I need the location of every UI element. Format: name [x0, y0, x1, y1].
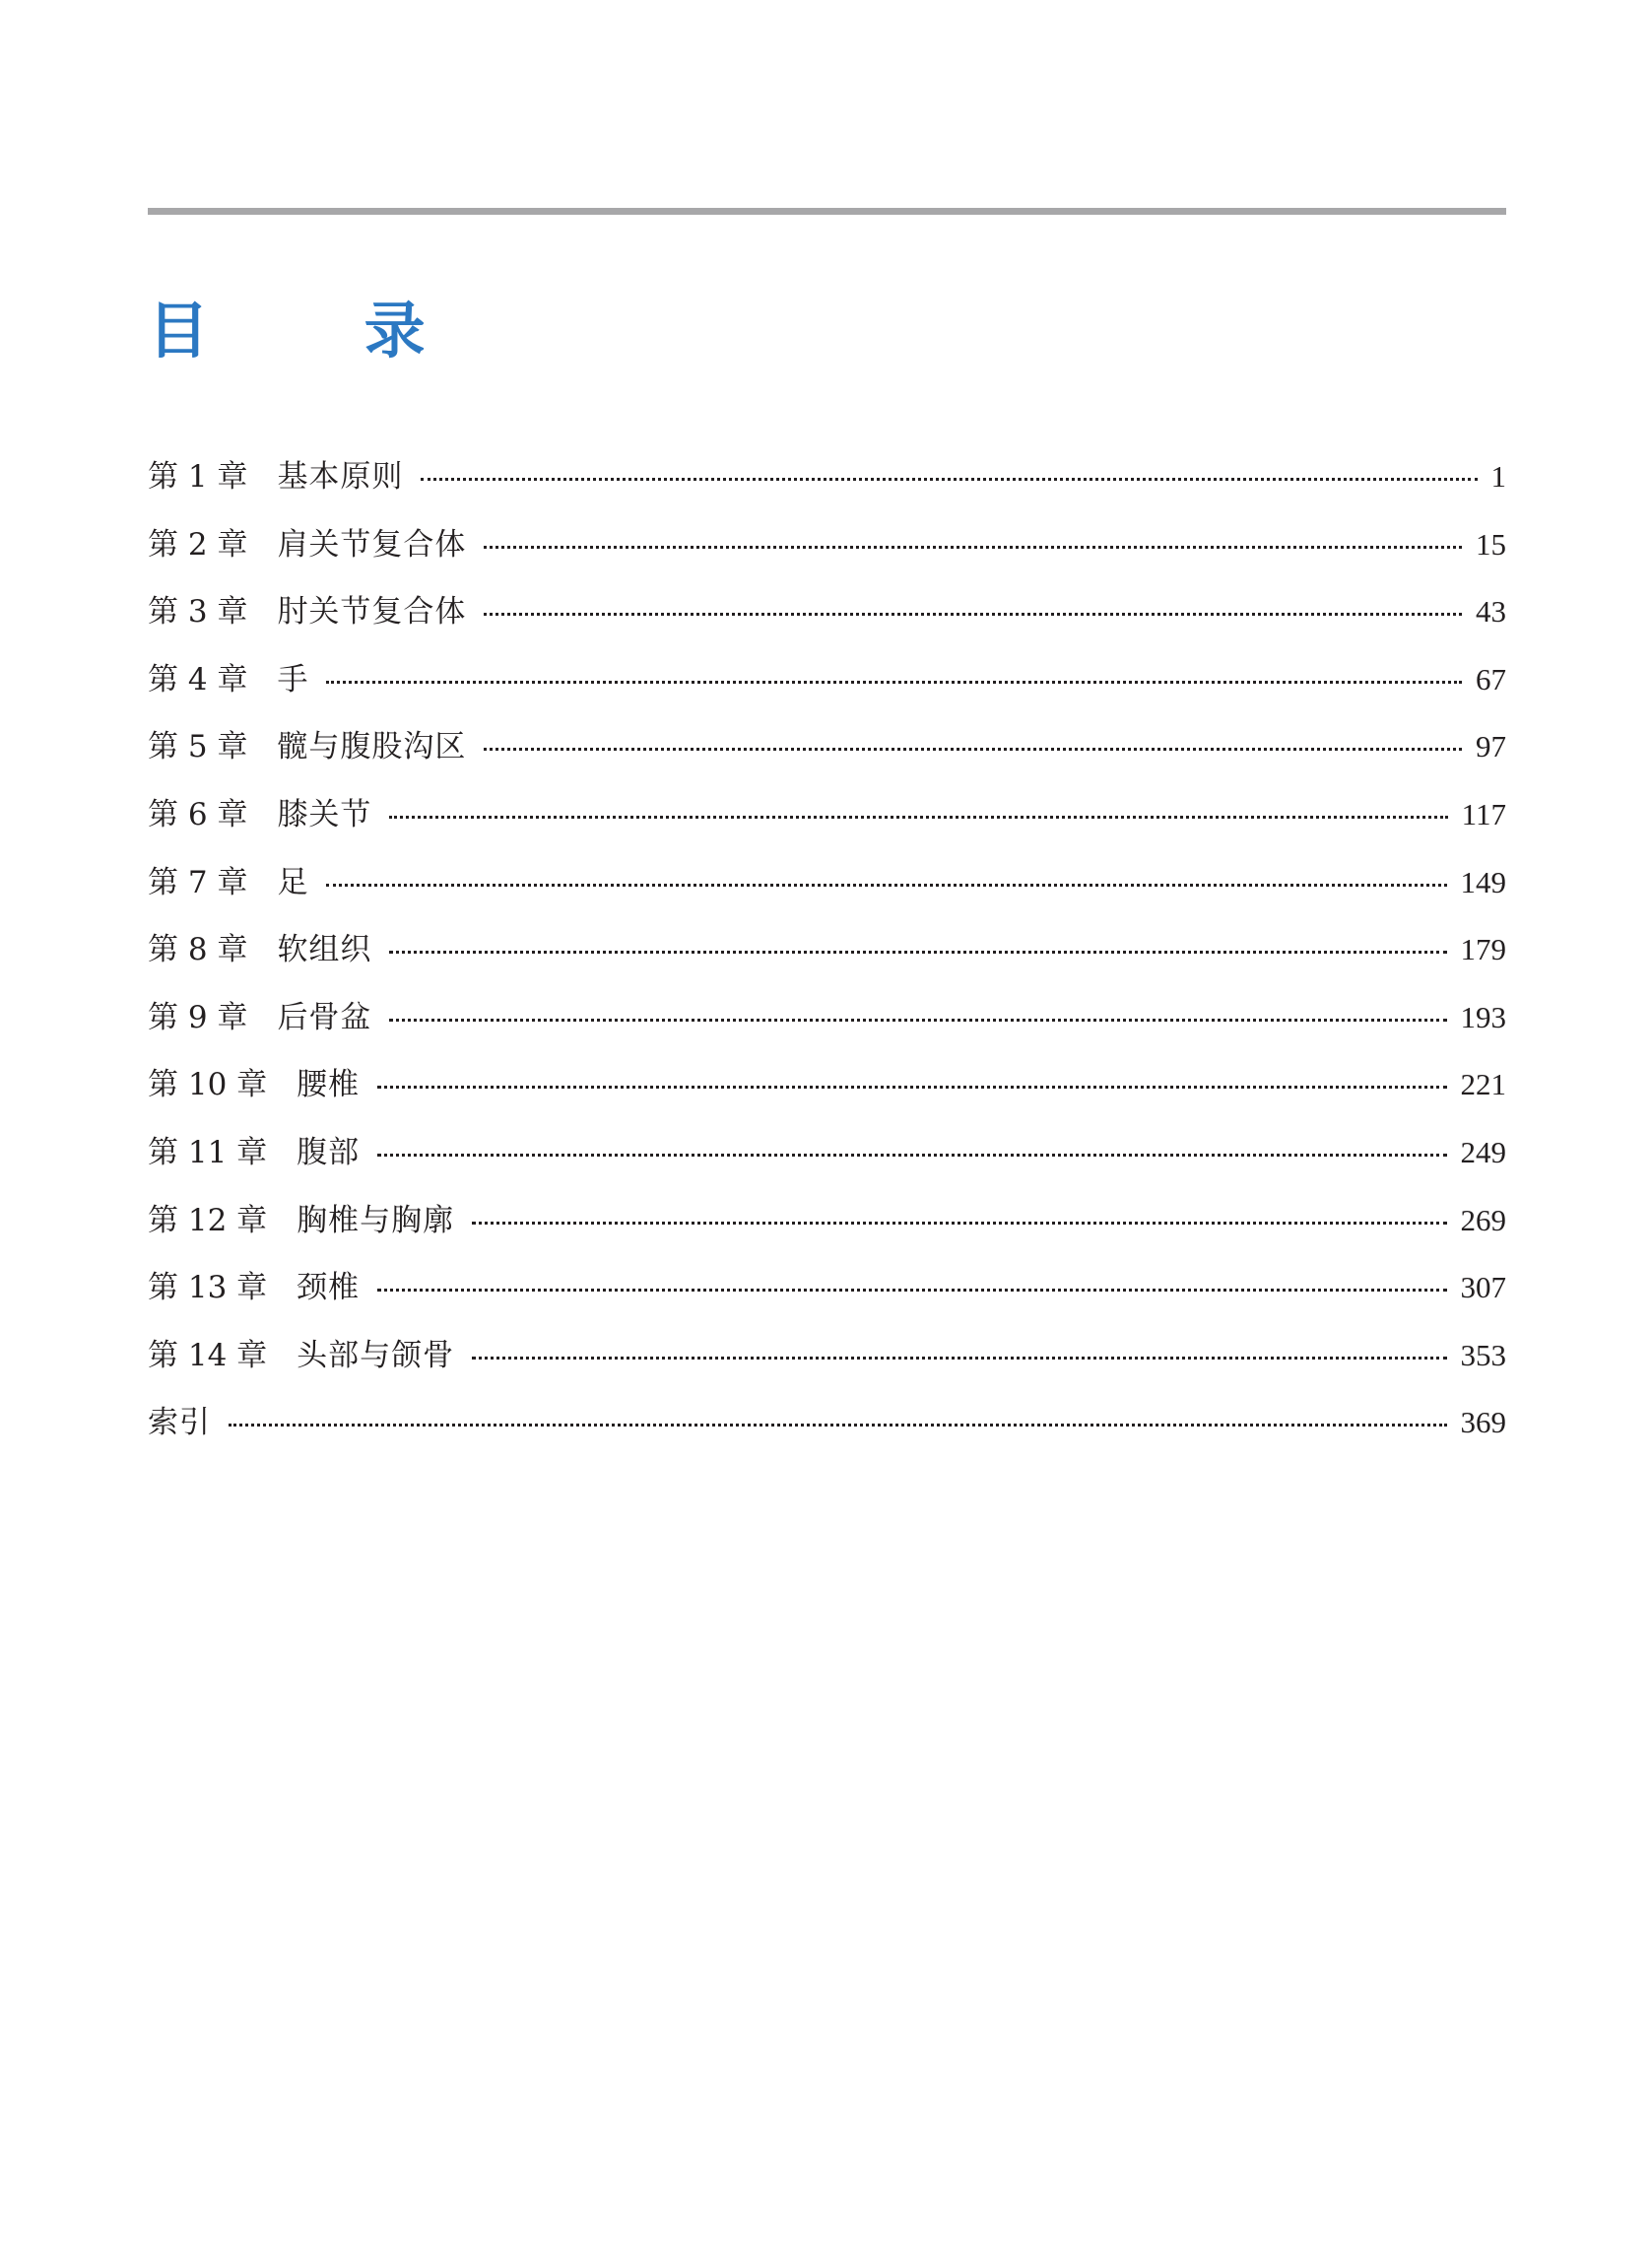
chapter-label: 第 2 章 [148, 526, 248, 563]
toc-entry[interactable] [148, 590, 1506, 658]
chapter-title: 髋与腹股沟区 [277, 729, 467, 765]
page-number: 67 [1476, 661, 1506, 697]
chapter-label: 第 14 章 [148, 1337, 268, 1373]
chapter-label: 第 5 章 [148, 729, 248, 765]
page-number: 117 [1461, 796, 1506, 831]
toc-entry[interactable] [148, 861, 1506, 929]
page-number: 249 [1460, 1134, 1506, 1169]
dot-leader [377, 1281, 1446, 1292]
page-number: 307 [1460, 1270, 1506, 1305]
page-number: 369 [1460, 1405, 1506, 1440]
chapter-title: 腰椎 [297, 1067, 361, 1103]
chapter-title: 胸椎与胸廓 [297, 1202, 455, 1238]
page-number: 43 [1476, 594, 1506, 630]
dot-leader [421, 470, 1477, 481]
page-number: 97 [1476, 729, 1506, 764]
dot-leader [229, 1416, 1447, 1427]
chapter-title: 腹部 [297, 1134, 361, 1170]
dot-leader [326, 673, 1462, 684]
page-number: 353 [1460, 1337, 1506, 1372]
chapter-label: 第 7 章 [148, 864, 248, 900]
chapter-title: 基本原则 [277, 459, 404, 495]
toc-entry[interactable] [148, 658, 1506, 726]
chapter-title: 肘关节复合体 [277, 594, 467, 631]
toc-entry[interactable] [148, 928, 1506, 996]
chapter-label: 第 8 章 [148, 932, 248, 968]
chapter-label: 第 4 章 [148, 661, 248, 697]
toc-entry[interactable] [148, 1334, 1506, 1402]
chapter-title: 手 [277, 661, 309, 697]
dot-leader [484, 605, 1462, 616]
toc-entry[interactable] [148, 455, 1506, 523]
chapter-label: 第 6 章 [148, 796, 248, 832]
page-number: 221 [1460, 1067, 1506, 1102]
dot-leader [389, 1011, 1446, 1022]
header-rule [148, 208, 1506, 215]
toc-entry-index[interactable] [148, 1401, 1506, 1469]
chapter-label: 第 12 章 [148, 1202, 268, 1238]
chapter-label: 第 11 章 [148, 1134, 268, 1170]
chapter-title: 后骨盆 [277, 999, 372, 1035]
dot-leader [377, 1146, 1446, 1157]
chapter-title: 头部与颌骨 [297, 1337, 455, 1373]
toc-entry[interactable] [148, 523, 1506, 591]
chapter-title: 膝关节 [277, 796, 372, 832]
toc-entry[interactable] [148, 725, 1506, 793]
dot-leader [389, 943, 1446, 954]
dot-leader [472, 1214, 1446, 1225]
page-number: 149 [1460, 864, 1506, 899]
dot-leader [389, 808, 1447, 819]
chapter-label: 第 10 章 [148, 1067, 268, 1103]
toc-entry[interactable] [148, 1131, 1506, 1199]
chapter-title: 足 [277, 864, 309, 900]
page-number: 1 [1490, 459, 1506, 494]
toc-entry[interactable] [148, 1063, 1506, 1131]
chapter-label: 第 9 章 [148, 999, 248, 1035]
toc-entry[interactable] [148, 1266, 1506, 1334]
table-of-contents [148, 455, 1506, 1469]
toc-entry[interactable] [148, 1199, 1506, 1267]
index-title: 索引 [148, 1405, 211, 1441]
chapter-label: 第 1 章 [148, 459, 248, 495]
dot-leader [377, 1078, 1446, 1089]
chapter-title: 软组织 [277, 932, 372, 968]
page-number: 179 [1460, 932, 1506, 967]
chapter-label: 第 3 章 [148, 594, 248, 631]
page-title: 目 录 [148, 295, 493, 366]
dot-leader [484, 740, 1462, 751]
chapter-title: 肩关节复合体 [277, 526, 467, 563]
chapter-title: 颈椎 [297, 1270, 361, 1306]
page-number: 193 [1460, 999, 1506, 1034]
toc-entry[interactable] [148, 793, 1506, 861]
dot-leader [326, 876, 1446, 887]
dot-leader [472, 1349, 1446, 1360]
dot-leader [484, 538, 1462, 549]
page-number: 269 [1460, 1202, 1506, 1237]
toc-entry[interactable] [148, 996, 1506, 1064]
chapter-label: 第 13 章 [148, 1270, 268, 1306]
page-number: 15 [1476, 526, 1506, 562]
